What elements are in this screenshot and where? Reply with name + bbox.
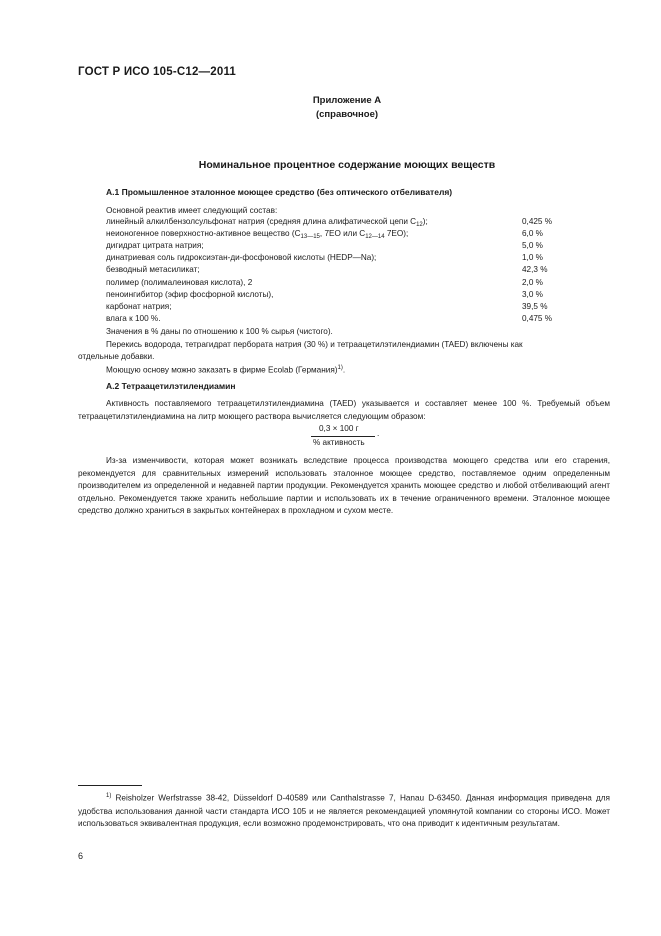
composition-label: линейный алкилбензолсульфонат натрия (средняя длина алифатической цепи $С_{12}$); (106, 217, 428, 228)
page-number: 6 (78, 851, 84, 861)
section-a2-heading: А.2 Тетраацетилэтилендиамин (106, 381, 236, 391)
composition-value: 3,0 % (522, 290, 543, 299)
composition-row (106, 302, 588, 314)
section-a1-heading: А.1 Промышленное эталонное моющее средство (без оптического отбеливателя) (106, 187, 453, 197)
composition-row (106, 290, 588, 302)
document-header: ГОСТ Р ИСО 105-С12—2011 (78, 66, 237, 78)
composition-label: динатриевая соль гидроксиэтан-ди-фосфоновой кислоты (HEDP—Na); (106, 253, 377, 262)
composition-label: пеноингибитор (эфир фосфорной кислоты), (106, 290, 274, 299)
formula-denominator: % активность (313, 438, 365, 447)
composition-row (106, 253, 588, 265)
composition-value: 0,475 % (522, 314, 553, 323)
composition-value: 6,0 % (522, 229, 543, 238)
composition-row (106, 217, 588, 229)
composition-row (106, 265, 588, 277)
composition-label: полимер (полималеиновая кислота), 2 (106, 278, 253, 287)
composition-value: 39,5 % (522, 302, 548, 311)
note-order: Моющую основу можно заказать в фирме Ecolab (Германия)$^{1)}$. (106, 365, 346, 375)
composition-label: безводный метасиликат; (106, 265, 200, 274)
formula-period: . (377, 429, 380, 438)
section-a2-paragraph-1: Активность поставляемого тетраацетилэтилендиамина (TAED) указывается и составляет менее 100 %. Требуемый объем тетраацетилэтилендиамина на литр моющего раствора вычисляется следующим образом: (78, 399, 610, 421)
composition-value: 1,0 % (522, 253, 543, 262)
footnote-ref: 1) (337, 365, 343, 371)
composition-row (106, 241, 588, 253)
composition-label: влага к 100 %. (106, 314, 161, 323)
annex-title: Приложение А (312, 95, 382, 106)
composition-value: 5,0 % (522, 241, 543, 250)
formula-numerator: 0,3 × 100 г (319, 424, 359, 433)
formula-fraction-bar (311, 436, 375, 437)
footnote-text: Reisholzer Werfstrasse 38-42, Düsseldorf D-40589 или Canthalstrasse 7, Hanau D-63450. Данная информация приведена для удобства использования данной части стандарта ИСО 105 и не является рекомендацией упомянутой компании со стороны ИСО. Может использоваться эквивалентная продукция, если возможно продемонстрировать, что она приводит к идентичным результатам. (78, 793, 610, 829)
composition-label: неионогенное поверхностно-активное вещество ($С_{13—15}$, 7EO или $С_{12—14}$ 7EO); (106, 229, 409, 240)
note-additives-line1: Перекись водорода, тетрагидрат пербората натрия (30 %) и тетраацетилэтилендиамин (TAED) включены как (106, 340, 523, 349)
annex-subtitle: (справочное) (315, 109, 379, 120)
composition-row (106, 314, 588, 326)
composition-value: 2,0 % (522, 278, 543, 287)
composition-label: карбонат натрия; (106, 302, 172, 311)
footnote-separator (78, 785, 142, 786)
footnote (78, 790, 610, 831)
composition-label: дигидрат цитрата натрия; (106, 241, 204, 250)
note-additives-line2: отдельные добавки. (78, 352, 155, 361)
section-a1-intro: Основной реактив имеет следующий состав: (106, 206, 278, 215)
note-values: Значения в % даны по отношению к 100 % сырья (чистого). (106, 327, 333, 336)
composition-row (106, 229, 588, 241)
composition-value: 42,3 % (522, 265, 548, 274)
composition-row (106, 278, 588, 290)
footnote-marker: 1) (106, 793, 112, 799)
main-title: Номинальное процентное содержание моющих веществ (198, 159, 496, 171)
section-a2-paragraph-2: Из-за изменчивости, которая может возникать вследствие процесса производства моющего средства или его старения, рекомендуется для сравнительных измерений использовать эталонное моющее средство, поставляемое одним определенным производителем из определенной и недавней партии продукции. Рекомендуется хранить моющее средство и любой отбеливающий агент отдельно. Рекомендуется также хранить небольшие партии и использовать их в течение ограниченного времени. Эталонное моющее средство должно храниться в закрытых контейнерах в прохладном и сухом месте. (78, 456, 610, 516)
composition-value: 0,425 % (522, 217, 553, 226)
